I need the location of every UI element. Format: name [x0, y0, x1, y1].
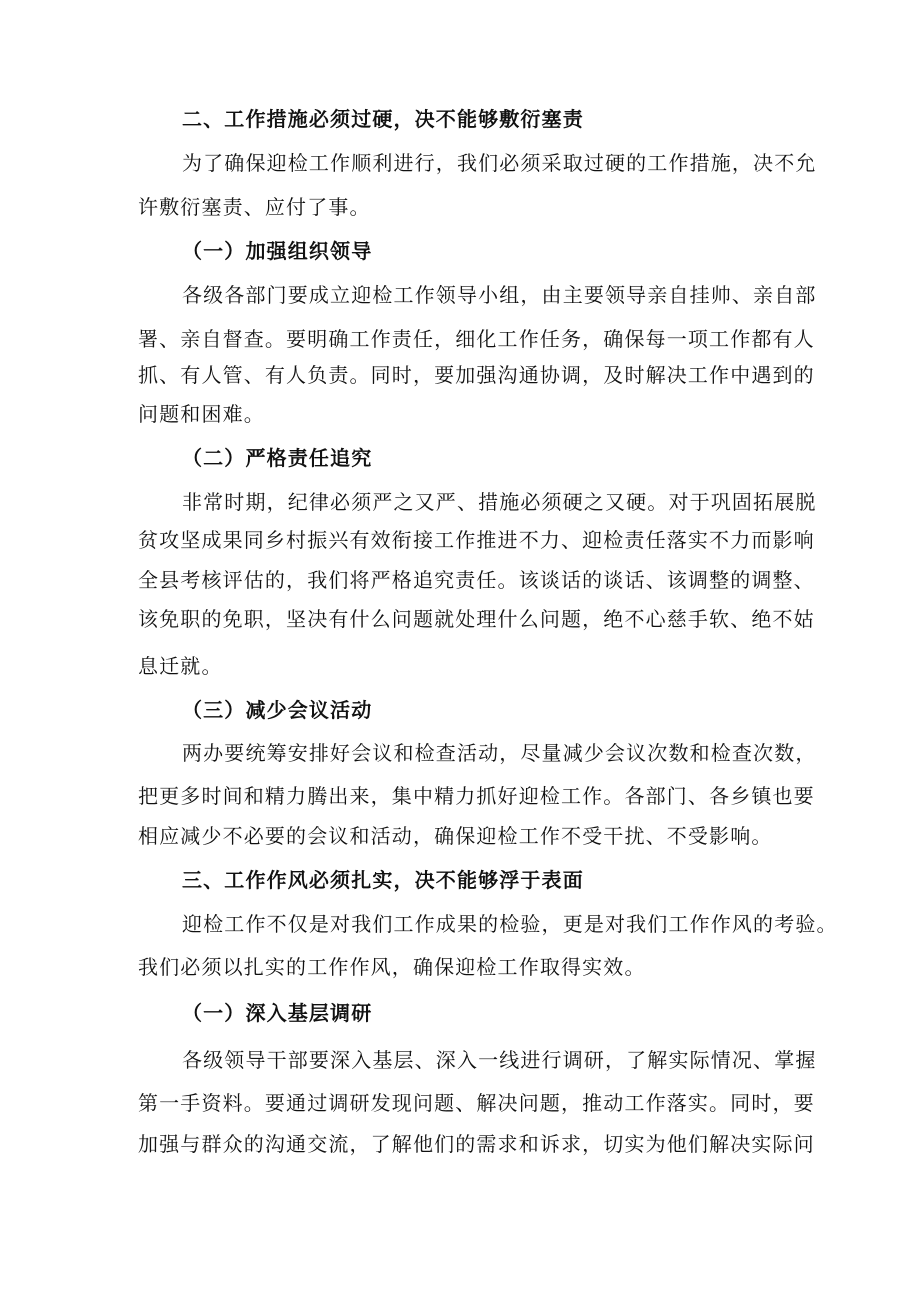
paragraph-line: 贫攻坚成果同乡村振兴有效衔接工作推进不力、迎检责任落实不力而影响 [138, 528, 815, 552]
paragraph-line: 该免职的免职，坚决有什么问题就处理什么问题，绝不心慈手软、绝不姑 [138, 607, 815, 631]
paragraph-line: 两办要统筹安排好会议和检查活动，尽量减少会议次数和检查次数， [182, 741, 817, 765]
paragraph-line: 息迁就。 [138, 654, 223, 678]
paragraph-line: 许敷衍塞责、应付了事。 [138, 195, 371, 219]
paragraph-line: 第一手资料。要通过调研发现问题、解决问题，推动工作落实。同时，要 [138, 1091, 815, 1115]
paragraph-line: 问题和困难。 [138, 402, 265, 426]
paragraph-line: 全县考核评估的，我们将严格追究责任。该谈话的谈话、该调整的调整、 [138, 568, 815, 592]
paragraph-line: 各级领导干部要深入基层、深入一线进行调研，了解实际情况、掌握 [182, 1048, 817, 1072]
paragraph-line: 各级各部门要成立迎检工作领导小组，由主要领导亲自挂帅、亲自部 [182, 283, 817, 307]
paragraph-line: 非常时期，纪律必须严之又严、措施必须硬之又硬。对于巩固拓展脱 [182, 490, 817, 514]
paragraph-line: 抓、有人管、有人负责。同时，要加强沟通协调，及时解决工作中遇到的 [138, 363, 815, 387]
paragraph-line: 我们必须以扎实的工作作风，确保迎检工作取得实效。 [138, 955, 646, 979]
paragraph-line: 相应减少不必要的会议和活动，确保迎检工作不受干扰、不受影响。 [138, 824, 773, 848]
paragraph-line: 迎检工作不仅是对我们工作成果的检验，更是对我们工作作风的考验。 [182, 912, 838, 936]
paragraph-line: 为了确保迎检工作顺利进行，我们必须采取过硬的工作措施，决不允 [182, 151, 817, 175]
paragraph-line: 加强与群众的沟通交流，了解他们的需求和诉求，切实为他们解决实际问 [138, 1132, 815, 1156]
subheading-strict-accountability: （二）严格责任追究 [182, 446, 373, 470]
section-heading-two: 二、工作措施必须过硬，决不能够敷衍塞责 [182, 107, 584, 131]
section-heading-three: 三、工作作风必须扎实，决不能够浮于表面 [182, 868, 584, 892]
paragraph-line: 署、亲自督查。要明确工作责任，细化工作任务，确保每一项工作都有人 [138, 327, 815, 351]
paragraph-line: 把更多时间和精力腾出来，集中精力抓好迎检工作。各部门、各乡镇也要 [138, 784, 815, 808]
subheading-strengthen-leadership: （一）加强组织领导 [182, 239, 373, 263]
subheading-reduce-meetings: （三）减少会议活动 [182, 698, 373, 722]
subheading-grassroots-research: （一）深入基层调研 [182, 1001, 373, 1025]
